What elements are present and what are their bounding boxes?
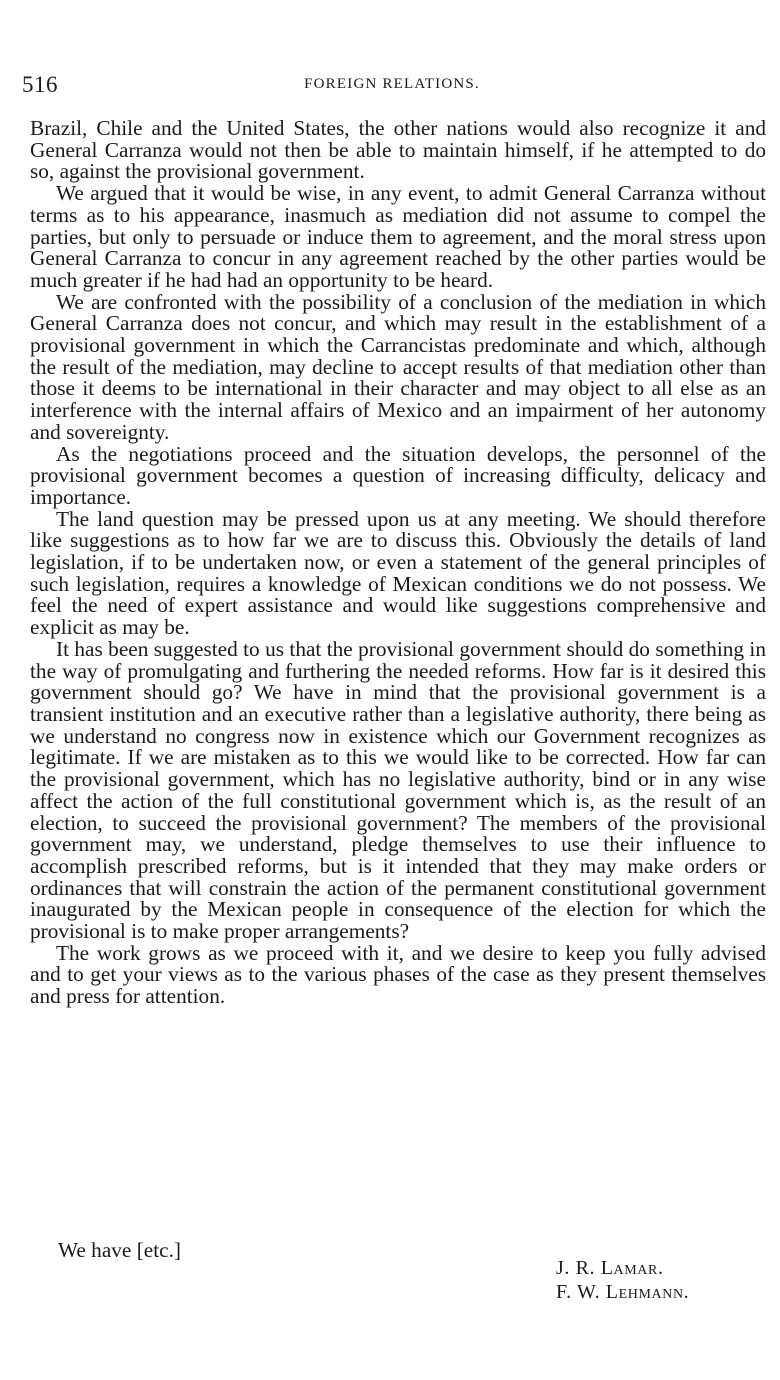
- paragraph: We argued that it would be wise, in any event, to admit General Carranza without terms as to his appearance, inasmuch as mediation did not assume to compel the parties, but only to persuade or induce them to agreement, and the moral stress upon General Carranza to concur in any agreement reached by the other parties would be much greater if he had had an opportunity to be heard.: [30, 181, 766, 292]
- paragraph: We are confronted with the possibility of a conclusion of the mediation in which General Carranza does not concur, and which may result in the establishment of a provisional government in which the Carrancistas predominate and which, although the result of the mediation, may decline to accept results of that mediation other than those it deems to be international in their character and may object to all else as an interference with the internal affairs of Mexico and an impairment of her autonomy and sovereignty.: [30, 289, 766, 444]
- page-header: [22, 72, 762, 102]
- paragraph: It has been suggested to us that the provisional government should do something in the way of promulgating and furthering the needed reforms. How far is it desired this government should go? We have in mind that the provisional government is a transient institution and an executive rather than a legislative authority, there being as we understand no congress now in existence which our Government recognizes as legitimate. If we are mistaken as to this we would like to be corrected. How far can the provisional government, which has no legislative authority, bind or in any wise affect the action of the full constitutional government which is, as the result of an election, to succeed the provisional government? The members of the provisional government may, we understand, pledge themselves to use their influence to accomplish prescribed reforms, but is it intended that they may make orders or ordinances that will constrain the action of the permanent constitutional government inaugurated by the Mexican people in consequence of the election for which the provisional is to make proper arrangements?: [30, 636, 766, 944]
- paragraph: The land question may be pressed upon us at any meeting. We should therefore like suggestions as to how far we are to discuss this. Obviously the details of land legislation, if to be undertaken now, or even a statement of the general principles of such legislation, requires a knowledge of Mexican conditions we do not possess. We feel the need of expert assistance and would like suggestions comprehensive and explicit as may be.: [30, 506, 766, 640]
- closing-line: We have [etc.]: [58, 1238, 182, 1262]
- signature-lehmann: F. W. Lehmann.: [556, 1281, 690, 1303]
- letter-body: [30, 118, 766, 1008]
- paragraph: As the negotiations proceed and the situation develops, the personnel of the provisional government becomes a question of increasing difficulty, delicacy and importance.: [30, 441, 766, 509]
- page-number: 516: [22, 72, 58, 97]
- paragraph: The work grows as we proceed with it, and we desire to keep you fully advised and to get your views as to the various phases of the case as they present themselves and press for attention.: [30, 940, 766, 1009]
- signature-lamar: J. R. Lamar.: [556, 1257, 664, 1279]
- running-head: FOREIGN RELATIONS.: [304, 76, 480, 92]
- signature-block: [556, 1256, 689, 1304]
- paragraph: Brazil, Chile and the United States, the other nations would also recognize it and General Carranza would not then be able to maintain himself, if he attempted to do so, against the provisional government.: [30, 116, 766, 184]
